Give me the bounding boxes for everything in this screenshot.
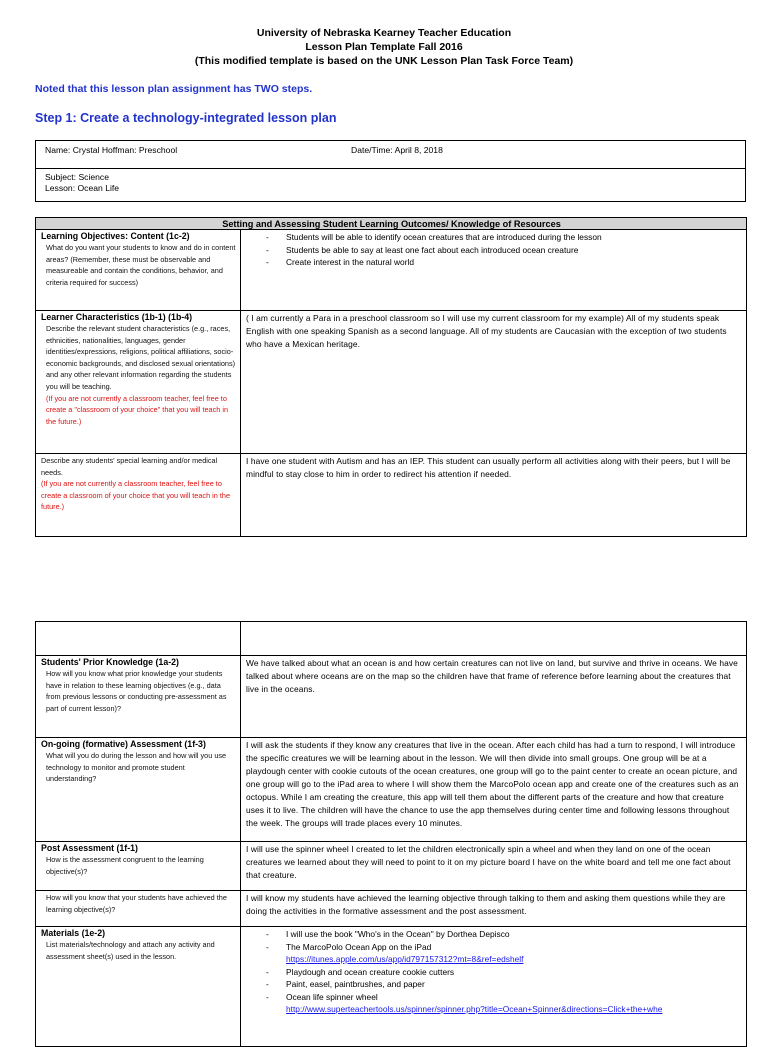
- name-field: Name: Crystal Hoffman: Preschool: [45, 145, 178, 155]
- list-item: - Playdough and ocean creature cookie cutters: [266, 966, 742, 979]
- learners-desc: Describe the relevant student characteristics (e.g., races, ethnicities, nationalities, languages, gender identities/expressions, religions, political affiliations, socio-economic backgrounds, and disclosed sexual orientations) and any other relevant information regarding the students you will be teaching.: [46, 324, 236, 391]
- objectives-label: Learning Objectives: Content (1c-2): [41, 231, 190, 241]
- list-item-text: The MarcoPolo Ocean App on the iPad: [286, 941, 432, 952]
- materials-label-cell: [36, 927, 241, 1047]
- objectives-list: [246, 231, 742, 269]
- list-item: - I will use the book "Who's in the Ocean" by Dorthea Depisco: [266, 928, 742, 941]
- list-item: [266, 941, 742, 966]
- two-steps-note: Noted that this lesson plan assignment has TWO steps.: [35, 83, 313, 95]
- outcomes-table-heading: Setting and Assessing Student Learning Outcomes/ Knowledge of Resources: [36, 218, 747, 230]
- learners-label: Learner Characteristics (1b-1) (1b-4): [41, 312, 193, 322]
- empty-cell: [36, 622, 241, 656]
- materials-answer-cell: [241, 927, 747, 1047]
- list-item: [266, 991, 742, 1016]
- doc-title-line1: University of Nebraska Kearney Teacher Education: [256, 27, 512, 39]
- empty-cell: [241, 622, 747, 656]
- achieved-desc: How will you know that your students have achieved the learning objective(s)?: [46, 893, 227, 914]
- objectives-desc: What do you want your students to know and do in content areas? (Remember, these must be observable and measureable and contain the conditions, behavior, and criteria required for success): [46, 243, 236, 287]
- list-item: - Paint, easel, paintbrushes, and paper: [266, 978, 742, 991]
- prior-answer: We have talked about what an ocean is and how certain creatures can not live on land, but survive and thrive in oceans. We have talked about where oceans are on the map so the children have that frame of reference before learning about the creatures that live in the oceans.: [241, 656, 747, 738]
- achieved-label-cell: [36, 891, 241, 927]
- prior-label: Students' Prior Knowledge (1a-2): [41, 657, 179, 667]
- post-desc: How is the assessment congruent to the learning objective(s)?: [46, 855, 204, 876]
- materials-desc: List materials/technology and attach any activity and assessment sheet(s) used in the lesson.: [46, 940, 215, 961]
- special-desc: Describe any students' special learning and/or medical needs.: [41, 456, 218, 477]
- list-item: - Students will be able to identify ocean creatures that are introduced during the lesson: [266, 231, 742, 244]
- marcopolo-app-link[interactable]: https://itunes.apple.com/us/app/id797157312?mt=8&ref=edshelf: [286, 954, 524, 964]
- learners-label-cell: [36, 311, 241, 454]
- post-label-cell: [36, 842, 241, 891]
- ongoing-desc: What will you do during the lesson and how will you use technology to monitor and promote student understanding?: [46, 751, 227, 784]
- prior-label-cell: [36, 656, 241, 738]
- learners-red-note: (If you are not currently a classroom teacher, feel free to create a "classroom of your choice" that you will teach in the future.): [46, 393, 229, 426]
- ongoing-label-cell: [36, 738, 241, 842]
- special-red-note: (If you are not currently a classroom teacher, feel free to create a classroom of your choice that you will teach in the future.): [41, 479, 231, 512]
- objectives-answer-cell: [241, 230, 747, 311]
- assessment-table: [35, 621, 747, 1047]
- name-date-box: [35, 140, 746, 169]
- list-item: - Create interest in the natural world: [266, 256, 742, 269]
- post-answer: I will use the spinner wheel I created to let the children electronically spin a wheel and when they land on one of the ocean creatures we learned about they will need to point to it on my picture board I have on the white board and tell me one fact about that creature.: [241, 842, 747, 891]
- subject-field: Subject: Science: [45, 172, 110, 182]
- ongoing-label: On-going (formative) Assessment (1f-3): [41, 739, 206, 749]
- prior-desc: How will you know what prior knowledge your students have in relation to these learning objectives (e.g., data from previous lessons or conducting pre-assessment as part of current lesson)?: [46, 669, 227, 713]
- ongoing-answer: I will ask the students if they know any creatures that live in the ocean. After each child has had a turn to respond, I will introduce the specific creatures we will be learning about in the lesson. We will then divide into small groups. One group will be at a playdough center with cookie cutouts of the ocean creatures, one group will go to the paint center to create an ocean picture, and one group will go to the iPad area to where I will show them the MarcoPolo ocean app and create one of the creatures such as an octopus. While I am creating the creature, this app will tell them about the different parts of the creature and how that creature uses it to live. The children will have the chance to use the app themselves during center time and following lessons throughout the week. The groups will trade places every 10 minutes.: [241, 738, 747, 842]
- outcomes-table: [35, 217, 747, 537]
- date-field: Date/Time: April 8, 2018: [351, 145, 443, 155]
- materials-list: [246, 928, 742, 1016]
- objectives-label-cell: [36, 230, 241, 311]
- lesson-field: Lesson: Ocean Life: [45, 183, 120, 193]
- special-label-cell: [36, 454, 241, 537]
- subject-lesson-box: [35, 168, 746, 202]
- achieved-answer: I will know my students have achieved the learning objective through talking to them and asking them questions while they are doing the activities in the formative assessment and the post assessment.: [241, 891, 747, 927]
- learners-answer: ( I am currently a Para in a preschool classroom so I will use my current classroom for my example) All of my students speak English with one speaking Spanish as a second language. All of my students are Caucasian with the exception of two students who have a Mexican heritage.: [241, 311, 747, 454]
- spinner-wheel-link[interactable]: http://www.superteachertools.us/spinner/spinner.php?title=Ocean+Spinner&directions=Click+the+whe: [286, 1004, 663, 1014]
- step1-heading: Step 1: Create a technology-integrated lesson plan: [35, 111, 337, 125]
- doc-title-line2: Lesson Plan Template Fall 2016: [305, 41, 463, 53]
- list-item: - Students be able to say at least one fact about each introduced ocean creature: [266, 244, 742, 257]
- list-item-text: Ocean life spinner wheel: [286, 991, 378, 1002]
- materials-label: Materials (1e-2): [41, 928, 106, 938]
- special-answer: I have one student with Autism and has an IEP. This student can usually perform all activities along with their peers, but I will be mindful to stay close to him in order to redirect his attention if needed.: [241, 454, 747, 537]
- doc-title-line3: (This modified template is based on the UNK Lesson Plan Task Force Team): [194, 55, 574, 67]
- post-label: Post Assessment (1f-1): [41, 843, 138, 853]
